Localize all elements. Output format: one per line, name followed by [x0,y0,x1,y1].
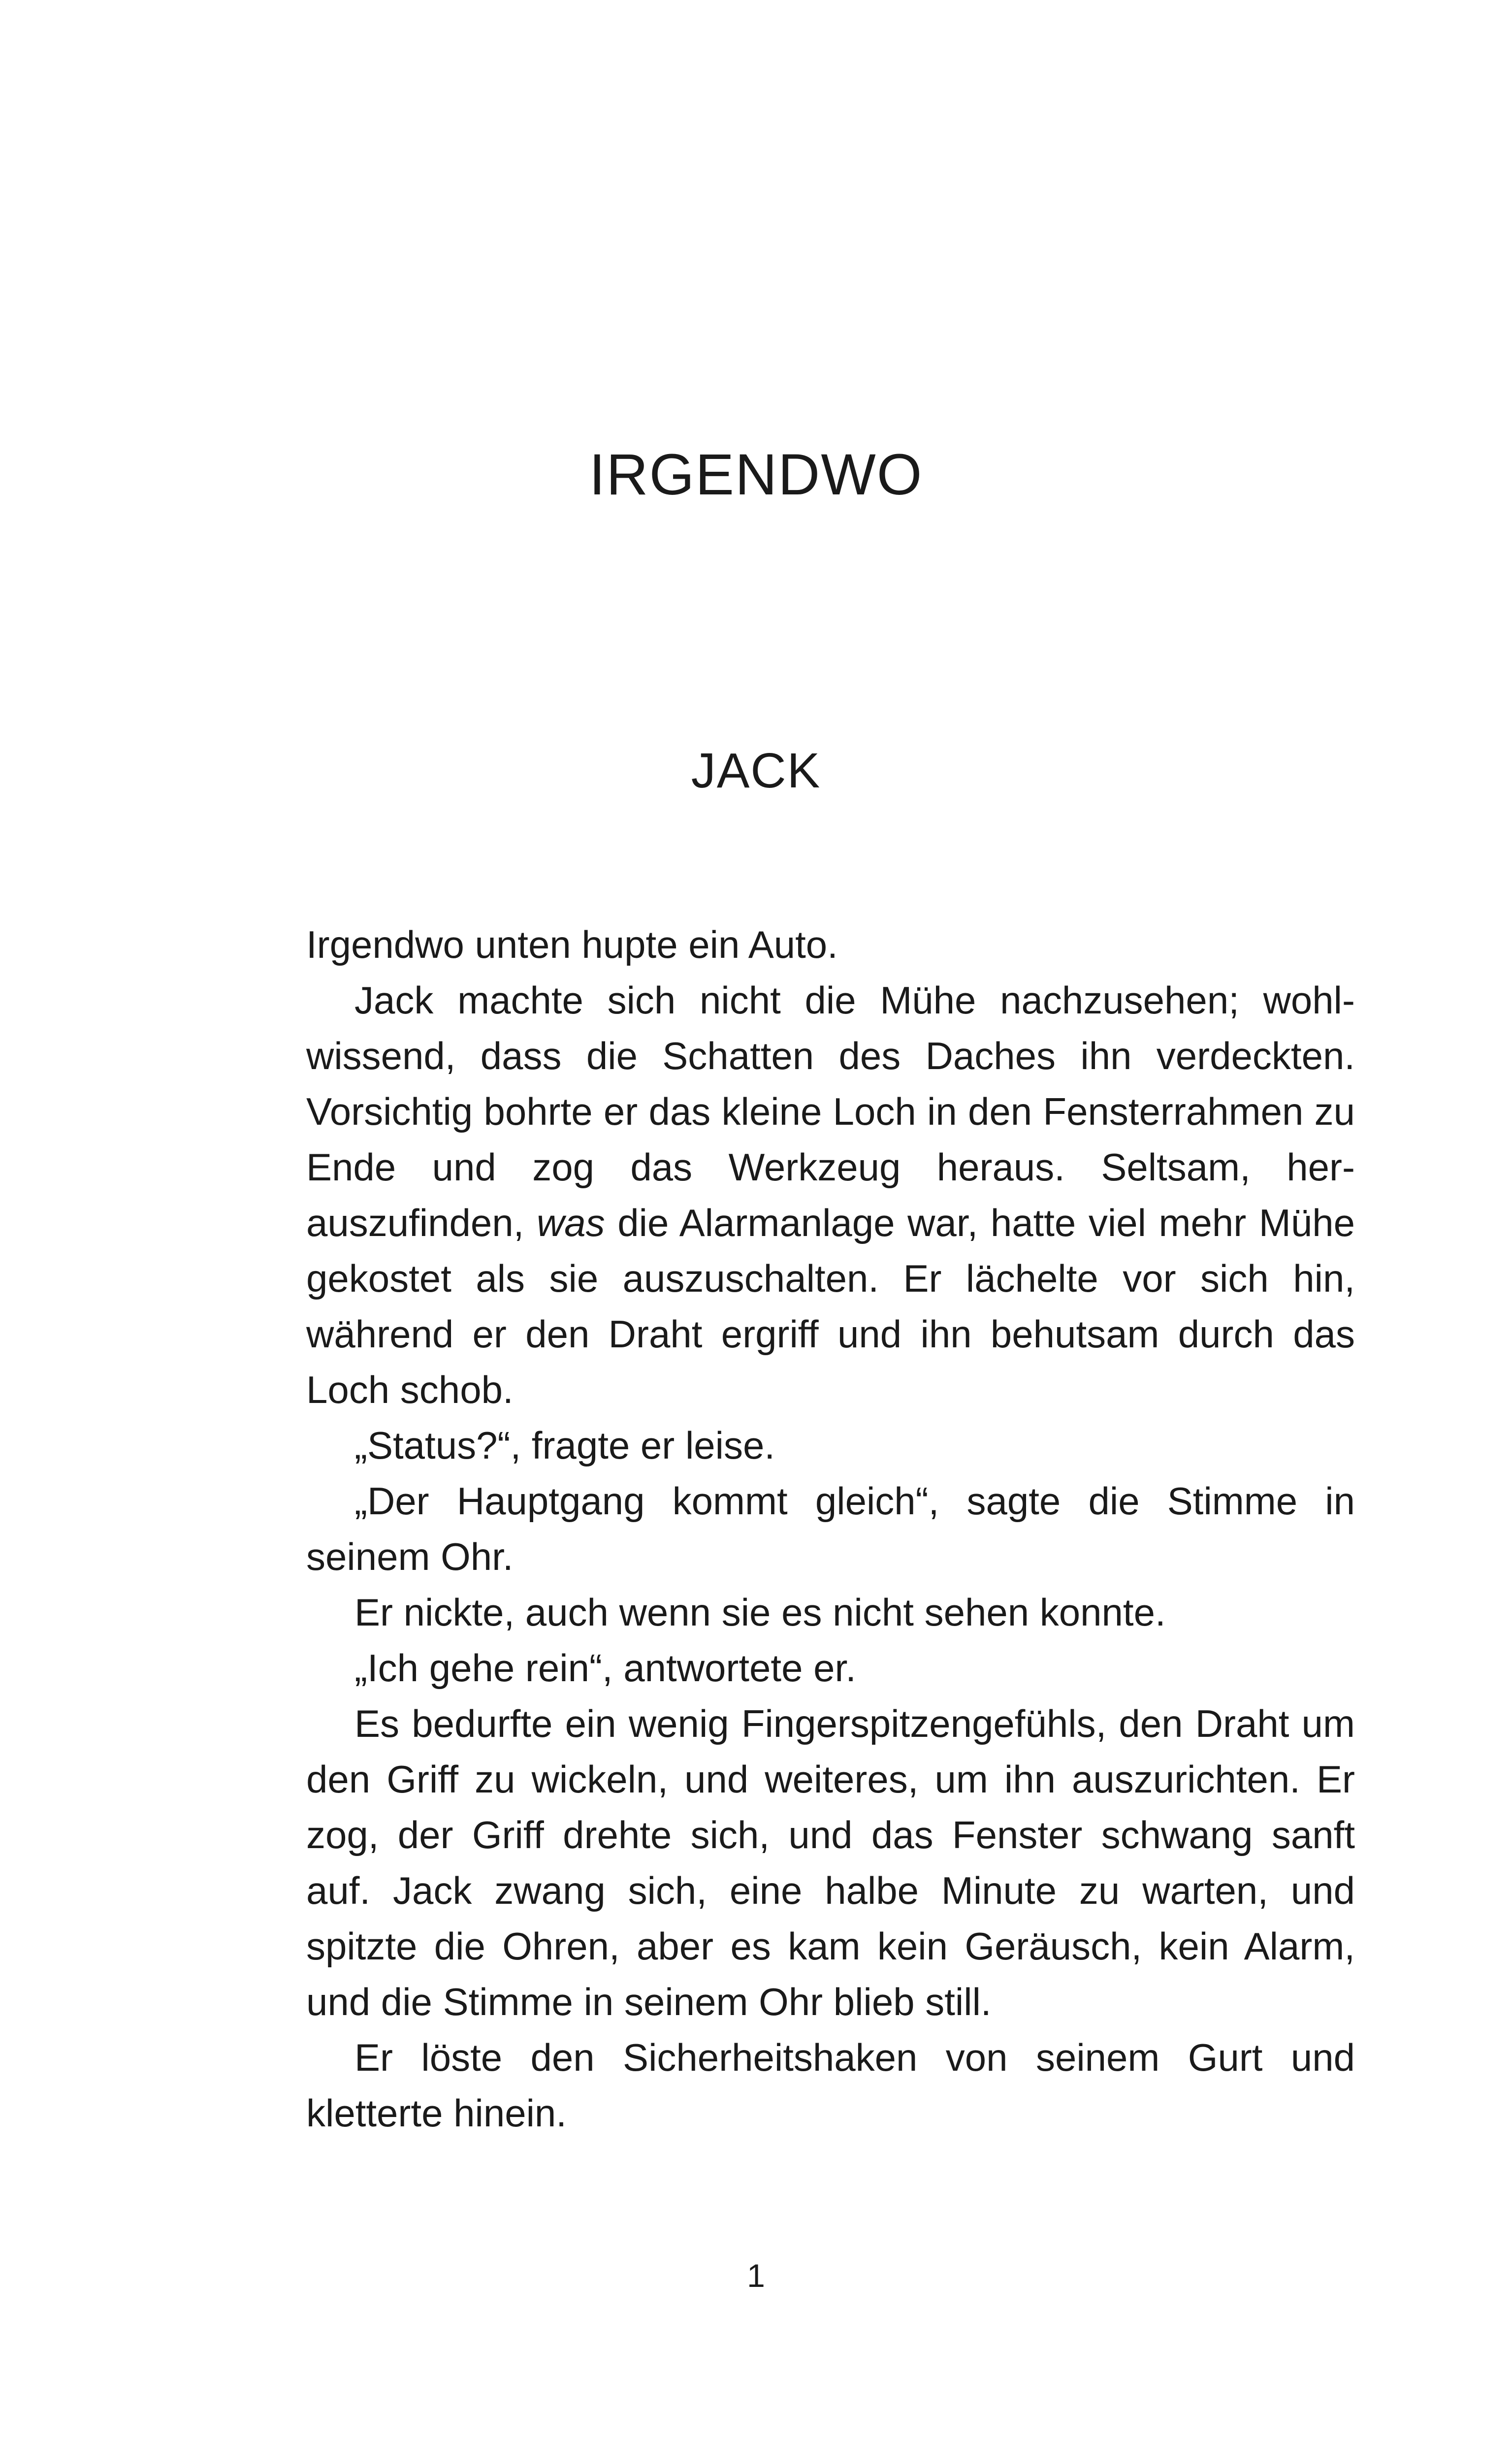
paragraph-text: die Alarmanlage war, hatte viel mehr Mühe gekostet als sie auszuschalten. Er lächelte vor sich hin, während er den Draht ergriff und ihn behutsam durch das Loch schob. [306,1201,1355,1411]
chapter-title: JACK [691,743,821,798]
paragraph: „Der Hauptgang kommt gleich“, sagte die Stimme in seinem Ohr. [306,1479,1355,1578]
paragraph: „Status?“, fragte er leise. [354,1424,775,1467]
chapter-text [306,917,1355,2141]
paragraph: Er löste den Sicherheitshaken von seinem Gurt und kletterte hinein. [306,2036,1355,2135]
paragraph: Er nickte, auch wenn sie es nicht sehen konnte. [354,1591,1166,1634]
paragraph-text: Jack machte sich nicht die Mühe nachzusehen; wohlwissend, dass die Schatten des Daches ihn verdeckten. Vorsichtig bohrte er das kleine Loch in den Fensterrahmen zu Ende und zog das Werkzeug heraus. Seltsam, herauszufinden, [306,978,1355,1244]
paragraph: Irgendwo unten hupte ein Auto. [306,923,838,966]
emphasized-word: was [536,1201,605,1244]
paragraph [306,973,1355,1418]
paragraph: „Ich gehe rein“, antwortete er. [354,1646,856,1690]
page-number: 1 [747,2257,765,2294]
paragraph: Es bedurfte ein wenig Fingerspitzengefühls, den Draht um den Griff zu wickeln, und weiteres, um ihn auszurichten. Er zog, der Griff drehte sich, und das Fenster schwang sanft auf. Jack zwang sich, eine halbe Minute zu warten, und spitzte die Ohren, aber es kam kein Geräusch, kein Alarm, und die Stimme in seinem Ohr blieb still. [306,1702,1355,2023]
part-title: IRGENDWO [589,442,923,507]
